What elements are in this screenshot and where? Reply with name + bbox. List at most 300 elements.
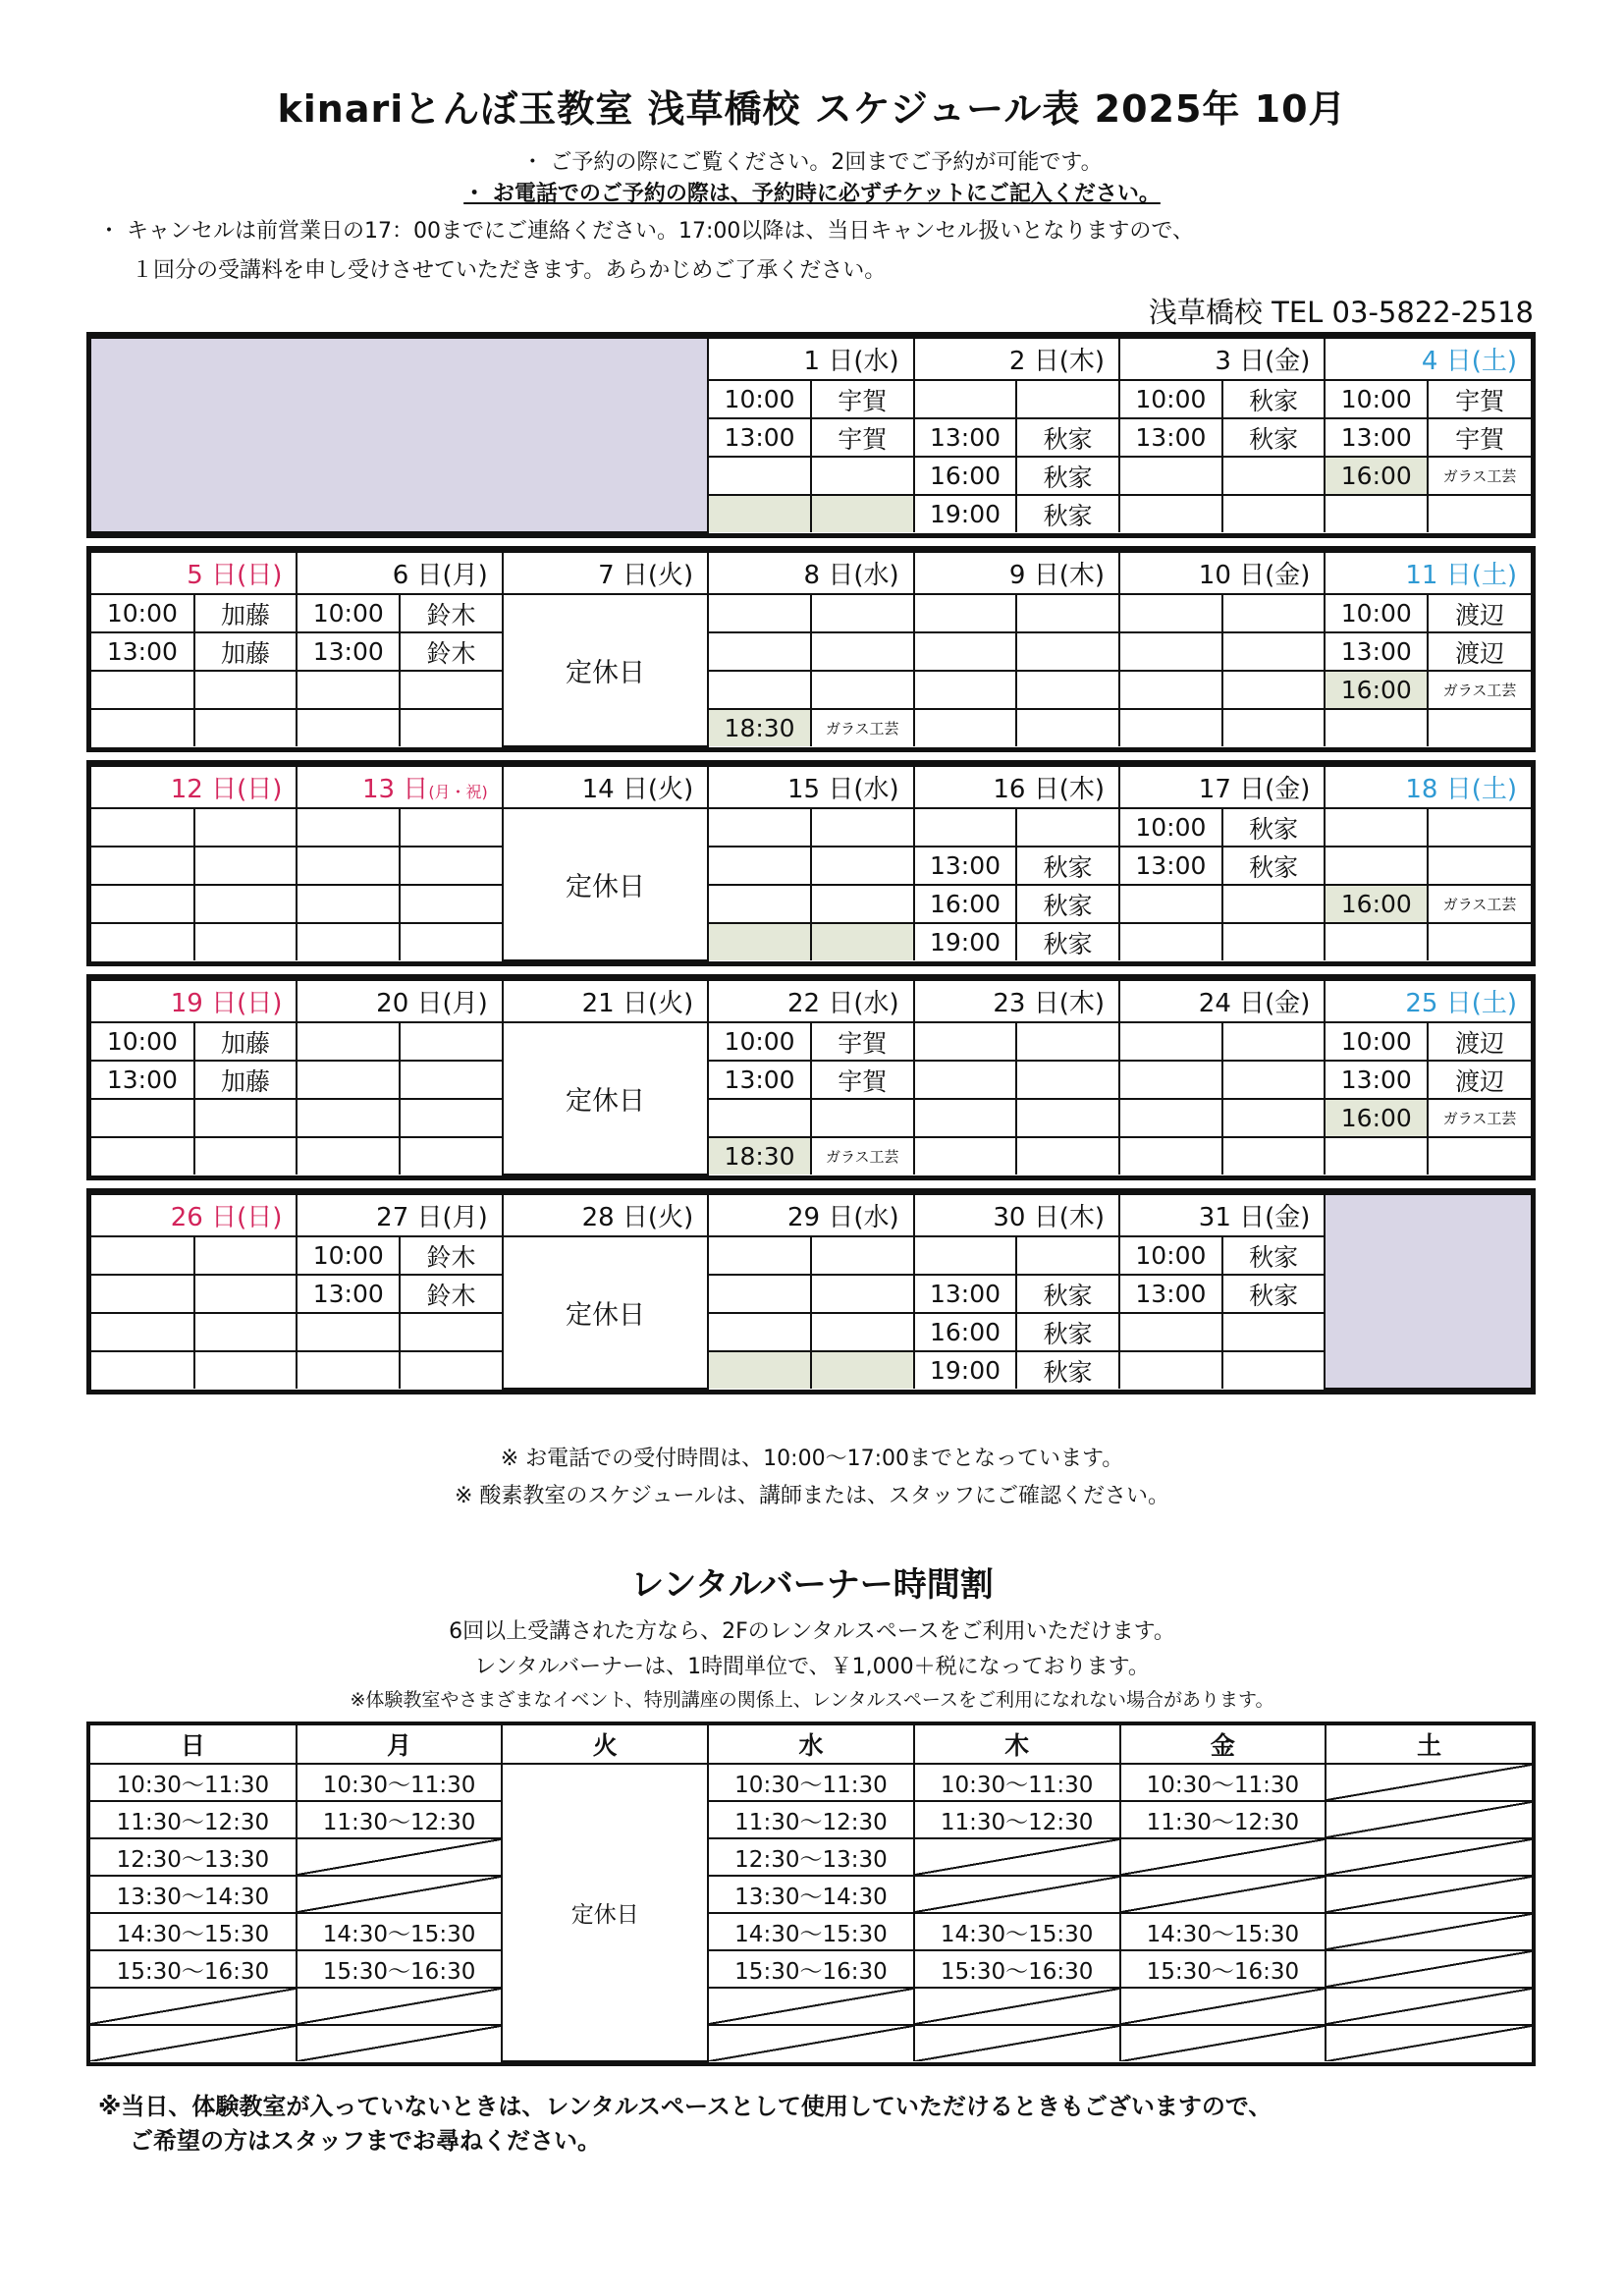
rental-time-slot: 14:30～15:30 (90, 1913, 297, 1950)
closed-day: 定休日 (503, 594, 708, 746)
slot-time (914, 380, 1017, 418)
slot-time (914, 1061, 1017, 1099)
day-header: 17 日(金) (1119, 766, 1325, 808)
slot-instructor (194, 1137, 298, 1175)
day-header: 13 日(月・祝) (297, 766, 502, 808)
slot-time: 19:00 (914, 495, 1017, 532)
slot-time (297, 1022, 400, 1061)
slot-time (91, 847, 194, 885)
slot-instructor (1222, 1099, 1326, 1137)
empty-day-block (1325, 1194, 1531, 1389)
slot-time (708, 847, 811, 885)
slot-instructor: ガラス工芸 (1428, 457, 1531, 495)
slot-instructor (194, 847, 298, 885)
slot-instructor (811, 847, 914, 885)
day-header: 27 日(月) (297, 1194, 502, 1236)
slot-instructor (194, 1275, 298, 1313)
slot-time (297, 709, 400, 746)
slot-instructor (1016, 1061, 1119, 1099)
slot-time (297, 808, 400, 847)
rental-unavailable-slot (914, 2025, 1120, 2061)
rental-time-slot: 11:30～12:30 (297, 1801, 503, 1838)
week-block (86, 546, 1536, 752)
slot-time (297, 1061, 400, 1099)
slot-time (708, 1236, 811, 1275)
rental-unavailable-slot (914, 1988, 1120, 2025)
week-block (86, 332, 1536, 538)
slot-time (297, 1351, 400, 1389)
slot-time (1119, 885, 1222, 923)
slot-instructor (400, 923, 503, 960)
slot-instructor: 秋家 (1222, 1236, 1326, 1275)
slot-instructor (1428, 1137, 1531, 1175)
slot-instructor: 渡辺 (1428, 1061, 1531, 1099)
rental-eligibility: 6回以上受講された方なら、2Fのレンタルスペースをご利用いただけます。 (449, 1619, 1175, 1644)
reservation-note: ・ ご予約の際にご覧ください。2回までご予約が可能です。 (521, 150, 1103, 175)
slot-instructor (194, 709, 298, 746)
rental-time-slot: 14:30～15:30 (914, 1913, 1120, 1950)
slot-instructor (1016, 1137, 1119, 1175)
slot-time: 13:00 (1325, 632, 1428, 671)
day-header: 14 日(火) (503, 766, 708, 808)
slot-instructor (1016, 709, 1119, 746)
slot-instructor: 加藤 (194, 1022, 298, 1061)
slot-instructor (1016, 808, 1119, 847)
day-header: 24 日(金) (1119, 980, 1325, 1022)
rental-time-slot: 15:30～16:30 (708, 1950, 914, 1988)
slot-time: 10:00 (1325, 594, 1428, 632)
slot-time (708, 1275, 811, 1313)
slot-instructor (811, 457, 914, 495)
slot-time (708, 1351, 811, 1389)
slot-time (708, 495, 811, 532)
phone-number: 浅草橋校 TEL 03-5822-2518 (1148, 296, 1534, 329)
slot-instructor: ガラス工芸 (1428, 671, 1531, 709)
slot-instructor (1222, 1351, 1326, 1389)
slot-time (708, 1313, 811, 1351)
slot-time (914, 594, 1017, 632)
slot-time (297, 885, 400, 923)
slot-time (708, 632, 811, 671)
slot-time (91, 1236, 194, 1275)
slot-time: 13:00 (1325, 1061, 1428, 1099)
slot-instructor: 宇賀 (811, 380, 914, 418)
slot-instructor: 秋家 (1016, 1351, 1119, 1389)
rental-unavailable-slot (1120, 1988, 1326, 2025)
rental-time-slot: 12:30～13:30 (708, 1838, 914, 1876)
rental-unavailable-slot (297, 1838, 503, 1876)
slot-instructor: 秋家 (1222, 1275, 1326, 1313)
slot-instructor: 鈴木 (400, 1236, 503, 1275)
slot-time: 10:00 (1325, 380, 1428, 418)
slot-instructor: 宇賀 (811, 1022, 914, 1061)
oxygen-class-note: ※ 酸素教室のスケジュールは、講師または、スタッフにご確認ください。 (454, 1484, 1170, 1508)
slot-instructor (1428, 923, 1531, 960)
slot-time: 13:00 (708, 1061, 811, 1099)
slot-instructor (1016, 1236, 1119, 1275)
slot-instructor (811, 885, 914, 923)
slot-time (91, 923, 194, 960)
day-header: 5 日(日) (91, 552, 297, 594)
rental-unavailable-slot (914, 1876, 1120, 1913)
slot-instructor: ガラス工芸 (811, 1137, 914, 1175)
rental-unavailable-slot (1326, 1913, 1532, 1950)
slot-time (1119, 709, 1222, 746)
cancel-fee-note: １回分の受講料を申し受けさせていただきます。あらかじめご了承ください。 (132, 258, 887, 283)
slot-time: 13:00 (1119, 847, 1222, 885)
slot-time (1119, 1099, 1222, 1137)
rental-time-slot: 10:30～11:30 (297, 1764, 503, 1801)
phone-hours-note: ※ お電話での受付時間は、10:00～17:00までとなっています。 (500, 1447, 1124, 1471)
slot-instructor: 鈴木 (400, 632, 503, 671)
rental-unavailable-slot (708, 2025, 914, 2061)
slot-instructor: 宇賀 (811, 418, 914, 457)
rental-unavailable-slot (297, 2025, 503, 2061)
slot-time (708, 808, 811, 847)
day-header: 1 日(水) (708, 338, 913, 380)
day-header: 31 日(金) (1119, 1194, 1325, 1236)
day-header: 9 日(木) (914, 552, 1119, 594)
rental-unavailable-slot (90, 1988, 297, 2025)
slot-instructor (811, 1351, 914, 1389)
slot-instructor: 宇賀 (811, 1061, 914, 1099)
slot-time: 19:00 (914, 1351, 1017, 1389)
slot-instructor (1222, 632, 1326, 671)
slot-time (1119, 923, 1222, 960)
slot-time: 13:00 (914, 418, 1017, 457)
slot-instructor (811, 1275, 914, 1313)
day-header: 11 日(土) (1325, 552, 1531, 594)
slot-instructor (194, 1351, 298, 1389)
closed-day: 定休日 (503, 1236, 708, 1389)
slot-time (1325, 495, 1428, 532)
slot-time: 10:00 (297, 594, 400, 632)
slot-time (91, 1351, 194, 1389)
slot-time (91, 885, 194, 923)
slot-time (1119, 495, 1222, 532)
rental-unavailable-slot (1326, 1801, 1532, 1838)
rental-time-slot: 10:30～11:30 (1120, 1764, 1326, 1801)
slot-time (91, 709, 194, 746)
rental-time-slot: 13:30～14:30 (90, 1876, 297, 1913)
slot-time (1325, 923, 1428, 960)
rental-time-slot: 15:30～16:30 (1120, 1950, 1326, 1988)
slot-instructor (811, 1236, 914, 1275)
rental-time-slot: 14:30～15:30 (1120, 1913, 1326, 1950)
slot-instructor (194, 1313, 298, 1351)
day-header: 26 日(日) (91, 1194, 297, 1236)
cancel-policy-note: ・ キャンセルは前営業日の17：00までにご連絡ください。17:00以降は、当日キャンセル扱いとなりますので、 (98, 219, 1194, 244)
slot-time (91, 1313, 194, 1351)
rental-timetable (86, 1722, 1536, 2066)
day-header: 4 日(土) (1325, 338, 1531, 380)
slot-time: 13:00 (297, 632, 400, 671)
slot-instructor (811, 671, 914, 709)
slot-time (708, 594, 811, 632)
rental-time-slot: 13:30～14:30 (708, 1876, 914, 1913)
slot-instructor (1222, 1061, 1326, 1099)
slot-time (1119, 1351, 1222, 1389)
slot-instructor: 宇賀 (1428, 418, 1531, 457)
slot-instructor: 秋家 (1222, 418, 1326, 457)
slot-instructor (400, 808, 503, 847)
slot-instructor (811, 923, 914, 960)
rental-unavailable-slot (1326, 1950, 1532, 1988)
slot-instructor: 秋家 (1222, 808, 1326, 847)
slot-instructor: 秋家 (1016, 1313, 1119, 1351)
slot-time: 16:00 (914, 1313, 1017, 1351)
slot-instructor (400, 885, 503, 923)
rental-time-slot: 14:30～15:30 (708, 1913, 914, 1950)
week-block (86, 1188, 1536, 1394)
slot-time (91, 671, 194, 709)
slot-time: 13:00 (297, 1275, 400, 1313)
slot-instructor: 秋家 (1016, 495, 1119, 532)
slot-time (914, 1137, 1017, 1175)
slot-time: 13:00 (1325, 418, 1428, 457)
rental-time-slot: 12:30～13:30 (90, 1838, 297, 1876)
rental-price: レンタルバーナーは、1時間単位で、￥1,000＋税になっております。 (474, 1655, 1150, 1679)
slot-time (1119, 671, 1222, 709)
rental-time-slot: 15:30～16:30 (90, 1950, 297, 1988)
rental-time-slot: 15:30～16:30 (297, 1950, 503, 1988)
slot-instructor: 秋家 (1016, 923, 1119, 960)
slot-time (1119, 1137, 1222, 1175)
empty-day-block (91, 338, 708, 532)
slot-time: 16:00 (1325, 671, 1428, 709)
slot-instructor: 加藤 (194, 1061, 298, 1099)
slot-time: 13:00 (708, 418, 811, 457)
slot-time (1119, 1313, 1222, 1351)
day-header: 21 日(火) (503, 980, 708, 1022)
rental-unavailable-slot (1326, 1876, 1532, 1913)
slot-time (297, 923, 400, 960)
slot-time (708, 923, 811, 960)
week-block (86, 974, 1536, 1180)
slot-instructor (1428, 495, 1531, 532)
slot-instructor (1016, 594, 1119, 632)
slot-instructor (1222, 495, 1326, 532)
closed-day: 定休日 (503, 808, 708, 960)
rental-unavailable-slot (90, 2025, 297, 2061)
slot-time: 10:00 (1325, 1022, 1428, 1061)
slot-time: 18:30 (708, 1137, 811, 1175)
slot-time: 10:00 (1119, 1236, 1222, 1275)
slot-instructor (194, 923, 298, 960)
slot-time: 16:00 (1325, 457, 1428, 495)
rental-time-slot: 11:30～12:30 (914, 1801, 1120, 1838)
slot-time (708, 1099, 811, 1137)
rental-time-slot: 10:30～11:30 (90, 1764, 297, 1801)
day-header: 10 日(金) (1119, 552, 1325, 594)
rental-day-header: 木 (914, 1725, 1120, 1764)
slot-time (708, 885, 811, 923)
slot-time (297, 1099, 400, 1137)
page-title: kinariとんぼ玉教室 浅草橋校 スケジュール表 2025年 10月 (277, 87, 1347, 131)
slot-instructor (1016, 380, 1119, 418)
rental-bottom-note-2: ご希望の方はスタッフまでお尋ねください。 (130, 2127, 601, 2155)
slot-time (1119, 1022, 1222, 1061)
rental-unavailable-slot (1120, 1876, 1326, 1913)
slot-time: 19:00 (914, 923, 1017, 960)
day-header: 30 日(木) (914, 1194, 1119, 1236)
slot-instructor: 秋家 (1222, 380, 1326, 418)
slot-time (914, 808, 1017, 847)
rental-day-header: 水 (708, 1725, 914, 1764)
slot-time: 10:00 (708, 380, 811, 418)
slot-time (91, 1137, 194, 1175)
slot-instructor (1222, 709, 1326, 746)
slot-instructor: 加藤 (194, 594, 298, 632)
slot-time (1325, 1137, 1428, 1175)
slot-time (914, 632, 1017, 671)
day-header: 28 日(火) (503, 1194, 708, 1236)
slot-time (1325, 847, 1428, 885)
slot-instructor (811, 632, 914, 671)
rental-unavailable-slot (297, 1876, 503, 1913)
slot-time: 13:00 (914, 847, 1017, 885)
rental-unavailable-slot (1326, 1838, 1532, 1876)
slot-instructor (400, 1313, 503, 1351)
slot-time (297, 847, 400, 885)
slot-instructor (400, 1099, 503, 1137)
slot-instructor (811, 594, 914, 632)
day-header: 20 日(月) (297, 980, 502, 1022)
day-header: 12 日(日) (91, 766, 297, 808)
rental-unavailable-slot (1326, 1988, 1532, 2025)
slot-time (914, 1099, 1017, 1137)
slot-time: 13:00 (1119, 418, 1222, 457)
slot-instructor: 渡辺 (1428, 594, 1531, 632)
rental-unavailable-slot (914, 1838, 1120, 1876)
day-header: 18 日(土) (1325, 766, 1531, 808)
slot-time (914, 1022, 1017, 1061)
slot-instructor (1016, 1022, 1119, 1061)
slot-time: 13:00 (91, 1061, 194, 1099)
day-header: 29 日(水) (708, 1194, 913, 1236)
slot-instructor (194, 1236, 298, 1275)
slot-time: 18:30 (708, 709, 811, 746)
slot-instructor: 鈴木 (400, 594, 503, 632)
slot-instructor: ガラス工芸 (1428, 1099, 1531, 1137)
slot-time: 16:00 (1325, 885, 1428, 923)
slot-time (297, 671, 400, 709)
slot-instructor: 加藤 (194, 632, 298, 671)
rental-bottom-note-1: ※当日、体験教室が入っていないときは、レンタルスペースとして使用していただけるときもございますので、 (98, 2093, 1272, 2120)
slot-instructor: 宇賀 (1428, 380, 1531, 418)
rental-unavailable-slot (1326, 1764, 1532, 1801)
slot-instructor (194, 885, 298, 923)
slot-instructor (194, 1099, 298, 1137)
day-header: 19 日(日) (91, 980, 297, 1022)
slot-instructor: 渡辺 (1428, 1022, 1531, 1061)
slot-instructor: 秋家 (1016, 885, 1119, 923)
rental-day-header: 金 (1120, 1725, 1326, 1764)
slot-time: 10:00 (708, 1022, 811, 1061)
rental-unavailable-slot (1120, 2025, 1326, 2061)
slot-time (297, 1313, 400, 1351)
slot-instructor (194, 808, 298, 847)
rental-day-header: 月 (297, 1725, 503, 1764)
slot-instructor (1222, 923, 1326, 960)
rental-time-slot: 11:30～12:30 (1120, 1801, 1326, 1838)
slot-time (1119, 632, 1222, 671)
rental-time-slot: 10:30～11:30 (914, 1764, 1120, 1801)
slot-instructor (1222, 671, 1326, 709)
slot-time: 10:00 (297, 1236, 400, 1275)
slot-instructor (1222, 1022, 1326, 1061)
rental-time-slot: 14:30～15:30 (297, 1913, 503, 1950)
slot-time (91, 1275, 194, 1313)
slot-time: 10:00 (1119, 808, 1222, 847)
slot-time (914, 1236, 1017, 1275)
slot-instructor (1428, 709, 1531, 746)
slot-time (1119, 594, 1222, 632)
slot-instructor: ガラス工芸 (811, 709, 914, 746)
slot-instructor: ガラス工芸 (1428, 885, 1531, 923)
slot-instructor (1016, 632, 1119, 671)
slot-instructor (1016, 671, 1119, 709)
slot-time (1119, 457, 1222, 495)
rental-section-title: レンタルバーナー時間割 (630, 1565, 994, 1605)
slot-instructor: 渡辺 (1428, 632, 1531, 671)
rental-time-slot: 11:30～12:30 (90, 1801, 297, 1838)
slot-time (91, 808, 194, 847)
slot-time: 13:00 (914, 1275, 1017, 1313)
rental-day-header: 土 (1326, 1725, 1532, 1764)
slot-instructor (811, 808, 914, 847)
slot-instructor (400, 1022, 503, 1061)
slot-instructor: 秋家 (1016, 1275, 1119, 1313)
phone-reservation-note: ・ お電話でのご予約の際は、予約時に必ずチケットにご記入ください。 (463, 182, 1161, 206)
slot-time: 13:00 (1119, 1275, 1222, 1313)
slot-time (708, 457, 811, 495)
day-header: 25 日(土) (1325, 980, 1531, 1022)
slot-time (1119, 1061, 1222, 1099)
slot-instructor (1222, 457, 1326, 495)
slot-instructor (400, 1351, 503, 1389)
slot-time: 16:00 (1325, 1099, 1428, 1137)
rental-time-slot: 11:30～12:30 (708, 1801, 914, 1838)
slot-time: 10:00 (91, 1022, 194, 1061)
slot-instructor (1016, 1099, 1119, 1137)
slot-time (297, 1137, 400, 1175)
rental-unavailable-slot (297, 1988, 503, 2025)
slot-instructor (1222, 1137, 1326, 1175)
closed-day: 定休日 (503, 1022, 708, 1175)
slot-instructor: 秋家 (1016, 847, 1119, 885)
slot-time: 10:00 (91, 594, 194, 632)
rental-time-slot: 15:30～16:30 (914, 1950, 1120, 1988)
slot-time (914, 671, 1017, 709)
rental-time-slot: 10:30～11:30 (708, 1764, 914, 1801)
slot-instructor: 秋家 (1016, 457, 1119, 495)
day-header: 3 日(金) (1119, 338, 1325, 380)
day-header: 23 日(木) (914, 980, 1119, 1022)
slot-instructor (1428, 847, 1531, 885)
day-header: 8 日(水) (708, 552, 913, 594)
rental-availability-note: ※体験教室やさまざまなイベント、特別講座の関係上、レンタルスペースをご利用になれない場合があります。 (350, 1689, 1274, 1711)
slot-instructor (811, 1099, 914, 1137)
slot-time: 16:00 (914, 885, 1017, 923)
slot-time: 13:00 (91, 632, 194, 671)
rental-unavailable-slot (1326, 2025, 1532, 2061)
slot-instructor (194, 671, 298, 709)
slot-time: 16:00 (914, 457, 1017, 495)
rental-day-header: 日 (90, 1725, 297, 1764)
slot-instructor (400, 847, 503, 885)
day-header: 22 日(水) (708, 980, 913, 1022)
